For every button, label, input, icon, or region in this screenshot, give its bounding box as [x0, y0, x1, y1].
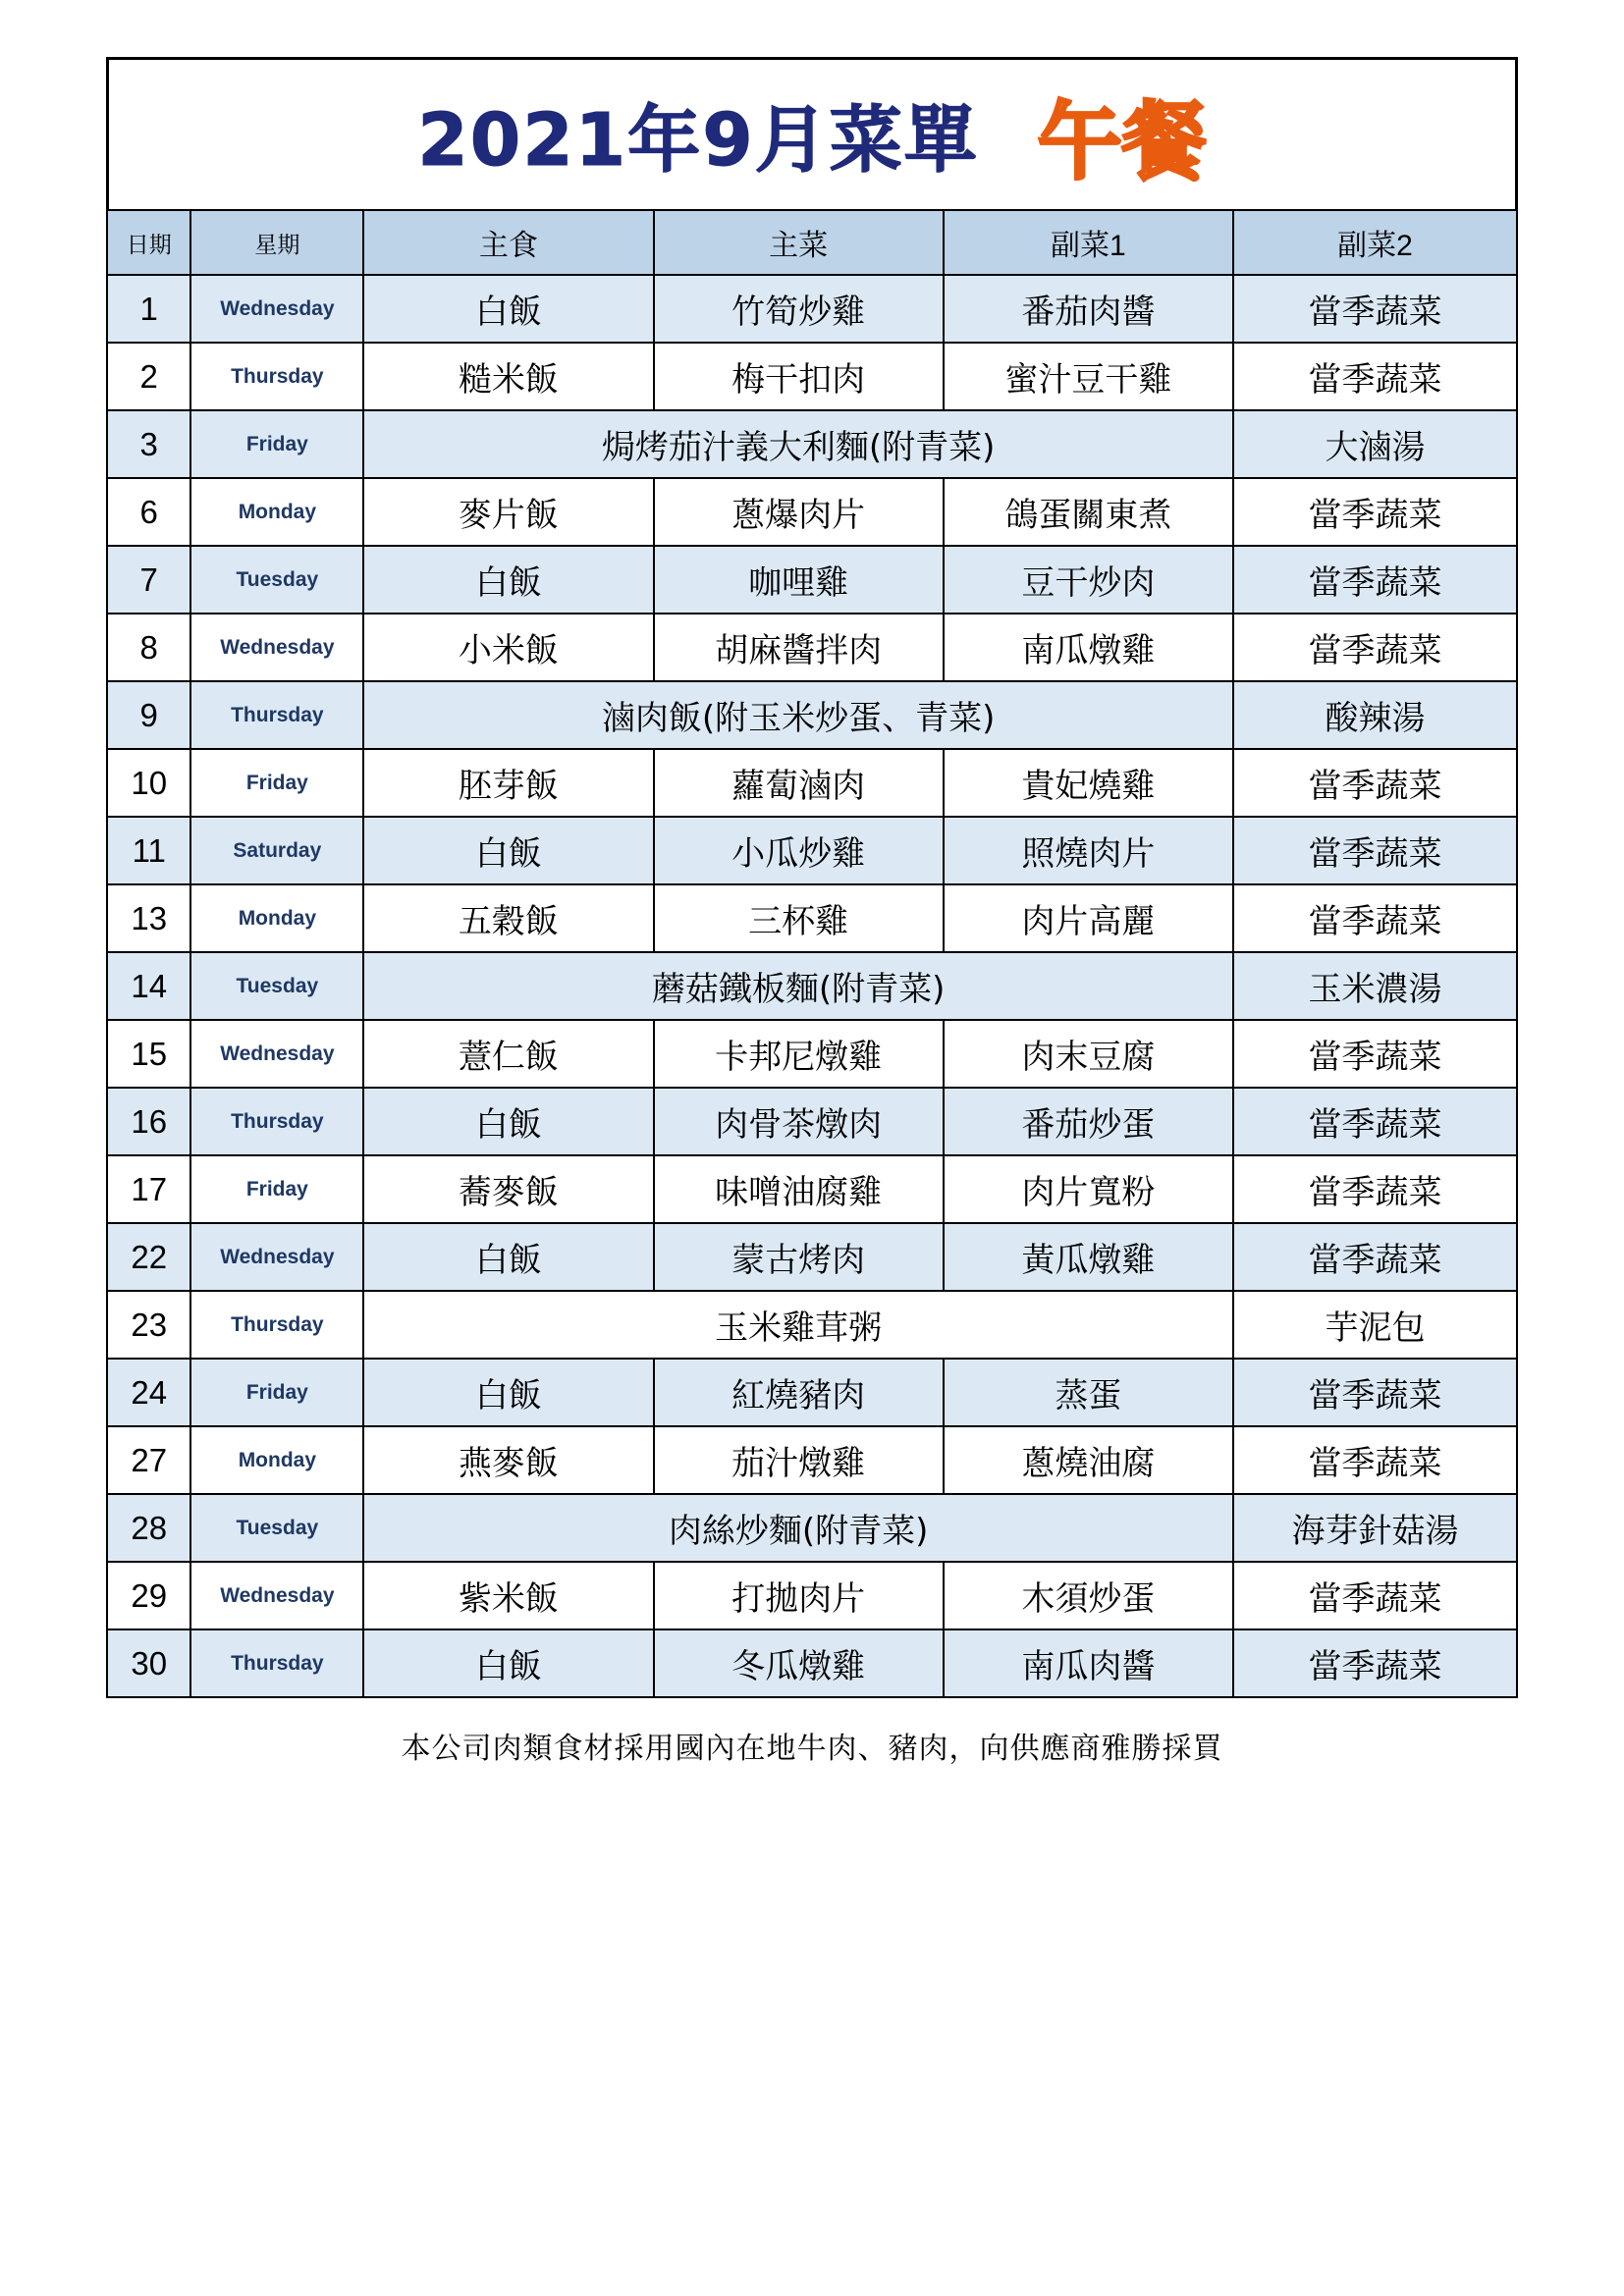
cell-date: 10	[107, 749, 190, 817]
cell-maindish: 小瓜炒雞	[654, 817, 944, 884]
cell-side1: 番茄肉醬	[944, 275, 1233, 343]
cell-weekday: Monday	[190, 478, 363, 546]
table-body	[107, 275, 1517, 1697]
cell-weekday: Thursday	[190, 681, 363, 749]
cell-side2: 當季蔬菜	[1233, 1223, 1517, 1291]
footer-note: 本公司肉類食材採用國內在地牛肉、豬肉，向供應商雅勝採買	[401, 1732, 1223, 1766]
table-row	[107, 1088, 1517, 1155]
menu-table	[106, 209, 1518, 1698]
cell-maindish: 肉骨茶燉肉	[654, 1088, 944, 1155]
cell-side2: 當季蔬菜	[1233, 1088, 1517, 1155]
table-row	[107, 884, 1517, 952]
cell-maindish: 蒙古烤肉	[654, 1223, 944, 1291]
cell-side2: 當季蔬菜	[1233, 343, 1517, 410]
table-row	[107, 1291, 1517, 1359]
cell-staple: 紫米飯	[363, 1562, 653, 1629]
cell-staple: 蕎麥飯	[363, 1155, 653, 1223]
cell-side2: 當季蔬菜	[1233, 546, 1517, 614]
cell-maindish: 冬瓜燉雞	[654, 1629, 944, 1697]
cell-side1: 貴妃燒雞	[944, 749, 1233, 817]
cell-weekday: Wednesday	[190, 275, 363, 343]
cell-side1: 木須炒蛋	[944, 1562, 1233, 1629]
page-title: 2021年9月菜單	[417, 98, 979, 183]
cell-maindish: 味噌油腐雞	[654, 1155, 944, 1223]
column-header-side1: 副菜1	[944, 210, 1233, 275]
cell-side2: 當季蔬菜	[1233, 1426, 1517, 1494]
cell-side2: 當季蔬菜	[1233, 817, 1517, 884]
cell-date: 14	[107, 952, 190, 1020]
cell-side1: 肉片寬粉	[944, 1155, 1233, 1223]
cell-side2: 當季蔬菜	[1233, 1629, 1517, 1697]
table-header-row	[107, 210, 1517, 275]
cell-date: 23	[107, 1291, 190, 1359]
cell-weekday: Friday	[190, 749, 363, 817]
cell-side2: 當季蔬菜	[1233, 1155, 1517, 1223]
cell-maindish: 胡麻醬拌肉	[654, 614, 944, 681]
table-row	[107, 1426, 1517, 1494]
cell-maindish: 紅燒豬肉	[654, 1359, 944, 1426]
table-row	[107, 1629, 1517, 1697]
cell-side2: 當季蔬菜	[1233, 275, 1517, 343]
cell-weekday: Thursday	[190, 1291, 363, 1359]
cell-date: 1	[107, 275, 190, 343]
cell-side2: 當季蔬菜	[1233, 478, 1517, 546]
cell-date: 13	[107, 884, 190, 952]
cell-date: 22	[107, 1223, 190, 1291]
cell-side1: 肉片高麗	[944, 884, 1233, 952]
cell-weekday: Thursday	[190, 1088, 363, 1155]
cell-weekday: Friday	[190, 1359, 363, 1426]
cell-staple: 燕麥飯	[363, 1426, 653, 1494]
cell-weekday: Tuesday	[190, 952, 363, 1020]
column-header-date: 日期	[107, 210, 190, 275]
cell-staple: 麥片飯	[363, 478, 653, 546]
table-row	[107, 275, 1517, 343]
cell-side2: 當季蔬菜	[1233, 1359, 1517, 1426]
cell-staple: 白飯	[363, 1629, 653, 1697]
table-row	[107, 614, 1517, 681]
cell-side1: 蒸蛋	[944, 1359, 1233, 1426]
cell-staple: 白飯	[363, 275, 653, 343]
cell-date: 24	[107, 1359, 190, 1426]
cell-staple: 糙米飯	[363, 343, 653, 410]
cell-staple: 五穀飯	[363, 884, 653, 952]
cell-side2: 當季蔬菜	[1233, 1562, 1517, 1629]
cell-side1: 照燒肉片	[944, 817, 1233, 884]
cell-side1: 鴿蛋關東煮	[944, 478, 1233, 546]
table-row	[107, 546, 1517, 614]
cell-weekday: Tuesday	[190, 546, 363, 614]
cell-maindish: 竹筍炒雞	[654, 275, 944, 343]
column-header-maindish: 主菜	[654, 210, 944, 275]
cell-maindish: 三杯雞	[654, 884, 944, 952]
table-row	[107, 1223, 1517, 1291]
cell-side2: 酸辣湯	[1233, 681, 1517, 749]
cell-maindish: 蘿蔔滷肉	[654, 749, 944, 817]
cell-side2: 當季蔬菜	[1233, 614, 1517, 681]
column-header-weekday: 星期	[190, 210, 363, 275]
cell-date: 30	[107, 1629, 190, 1697]
cell-date: 15	[107, 1020, 190, 1088]
cell-side1: 蔥燒油腐	[944, 1426, 1233, 1494]
cell-weekday: Wednesday	[190, 614, 363, 681]
cell-date: 27	[107, 1426, 190, 1494]
table-row	[107, 343, 1517, 410]
cell-side2: 海芽針菇湯	[1233, 1494, 1517, 1562]
cell-staple: 白飯	[363, 546, 653, 614]
cell-combined-dish: 玉米雞茸粥	[363, 1291, 1233, 1359]
cell-weekday: Thursday	[190, 1629, 363, 1697]
cell-weekday: Tuesday	[190, 1494, 363, 1562]
cell-staple: 白飯	[363, 1223, 653, 1291]
cell-maindish: 卡邦尼燉雞	[654, 1020, 944, 1088]
cell-date: 16	[107, 1088, 190, 1155]
cell-date: 11	[107, 817, 190, 884]
table-row	[107, 410, 1517, 478]
cell-weekday: Saturday	[190, 817, 363, 884]
cell-combined-dish: 滷肉飯(附玉米炒蛋、青菜)	[363, 681, 1233, 749]
table-row	[107, 681, 1517, 749]
table-row	[107, 1359, 1517, 1426]
table-row	[107, 952, 1517, 1020]
table-row	[107, 1155, 1517, 1223]
cell-staple: 白飯	[363, 1359, 653, 1426]
table-row	[107, 1020, 1517, 1088]
cell-date: 7	[107, 546, 190, 614]
cell-side2: 大滷湯	[1233, 410, 1517, 478]
cell-date: 2	[107, 343, 190, 410]
cell-side1: 黃瓜燉雞	[944, 1223, 1233, 1291]
cell-weekday: Thursday	[190, 343, 363, 410]
cell-side2: 芋泥包	[1233, 1291, 1517, 1359]
cell-staple: 白飯	[363, 1088, 653, 1155]
title-bar	[106, 57, 1518, 209]
cell-side1: 蜜汁豆干雞	[944, 343, 1233, 410]
cell-combined-dish: 肉絲炒麵(附青菜)	[363, 1494, 1233, 1562]
column-header-side2: 副菜2	[1233, 210, 1517, 275]
cell-maindish: 蔥爆肉片	[654, 478, 944, 546]
cell-weekday: Wednesday	[190, 1020, 363, 1088]
cell-side2: 當季蔬菜	[1233, 884, 1517, 952]
cell-date: 9	[107, 681, 190, 749]
cell-weekday: Wednesday	[190, 1562, 363, 1629]
cell-side2: 當季蔬菜	[1233, 749, 1517, 817]
column-header-staple: 主食	[363, 210, 653, 275]
cell-combined-dish: 焗烤茄汁義大利麵(附青菜)	[363, 410, 1233, 478]
cell-date: 3	[107, 410, 190, 478]
cell-weekday: Friday	[190, 1155, 363, 1223]
cell-maindish: 咖哩雞	[654, 546, 944, 614]
cell-side2: 玉米濃湯	[1233, 952, 1517, 1020]
cell-side1: 豆干炒肉	[944, 546, 1233, 614]
meal-type-label: 午餐	[1037, 93, 1207, 191]
cell-weekday: Friday	[190, 410, 363, 478]
cell-maindish: 梅干扣肉	[654, 343, 944, 410]
cell-staple: 白飯	[363, 817, 653, 884]
table-row	[107, 817, 1517, 884]
cell-weekday: Wednesday	[190, 1223, 363, 1291]
cell-staple: 薏仁飯	[363, 1020, 653, 1088]
cell-maindish: 茄汁燉雞	[654, 1426, 944, 1494]
table-row	[107, 1494, 1517, 1562]
cell-side1: 番茄炒蛋	[944, 1088, 1233, 1155]
cell-date: 6	[107, 478, 190, 546]
cell-maindish: 打拋肉片	[654, 1562, 944, 1629]
cell-side1: 南瓜燉雞	[944, 614, 1233, 681]
cell-side2: 當季蔬菜	[1233, 1020, 1517, 1088]
cell-weekday: Monday	[190, 884, 363, 952]
table-row	[107, 749, 1517, 817]
table-row	[107, 1562, 1517, 1629]
cell-date: 28	[107, 1494, 190, 1562]
cell-date: 8	[107, 614, 190, 681]
cell-weekday: Monday	[190, 1426, 363, 1494]
cell-side1: 南瓜肉醬	[944, 1629, 1233, 1697]
cell-staple: 小米飯	[363, 614, 653, 681]
cell-side1: 肉末豆腐	[944, 1020, 1233, 1088]
table-row	[107, 478, 1517, 546]
cell-staple: 胚芽飯	[363, 749, 653, 817]
cell-combined-dish: 蘑菇鐵板麵(附青菜)	[363, 952, 1233, 1020]
cell-date: 17	[107, 1155, 190, 1223]
cell-date: 29	[107, 1562, 190, 1629]
